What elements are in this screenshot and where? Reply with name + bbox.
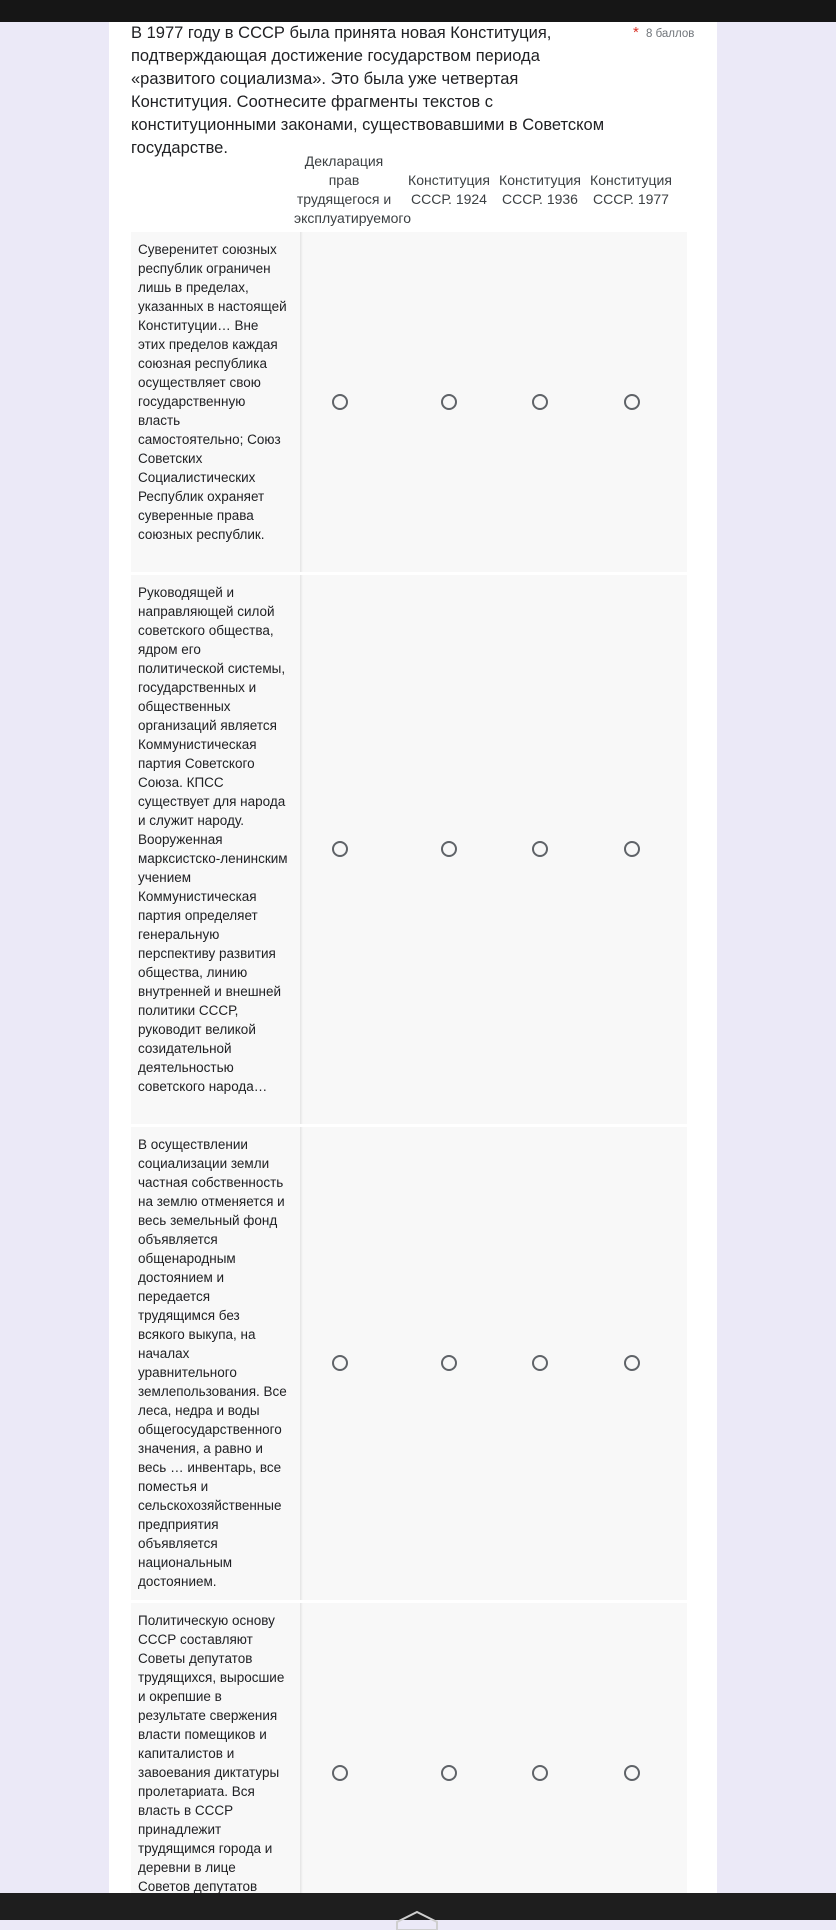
row-label: Политическую основу СССР составляют Советы депутатов трудящихся, выросшие и окрепшие в результате свержения власти помещиков и капиталистов и завоевания диктатуры пролетариата. Вся власть в СССР принадлежит трудящимся города и деревни в лице Советов депутатов [138, 1613, 285, 1893]
radio-row2-1918[interactable] [332, 841, 348, 857]
radio-row4-1936[interactable] [532, 1765, 548, 1781]
radio-row4-1924[interactable] [441, 1765, 457, 1781]
radio-row4-1918[interactable] [332, 1765, 348, 1781]
radio-row3-1918[interactable] [332, 1355, 348, 1371]
radio-row4-1977[interactable] [624, 1765, 640, 1781]
radio-row1-1918[interactable] [332, 394, 348, 410]
grid-row-2 [131, 575, 687, 1124]
radio-row2-1924[interactable] [441, 841, 457, 857]
row-label: Руководящей и направляющей силой советского общества, ядром его политической системы, государственных и общественных организаций является Коммунистическая партия Советского Союза. КПСС существует для народа и служит народу. Вооруженная марксистско-ленинским учением Коммунистическая партия определяет генеральную перспективу развития общества, линию внутренней и внешней политики СССР, руководит великой созидательной деятельностью советского народа… [138, 585, 288, 1094]
radio-row1-1924[interactable] [441, 394, 457, 410]
required-asterisk: * [633, 24, 639, 41]
question-text: В 1977 году в СССР была принята новая Конституция, подтверждающая достижение государством периода «развитого социализма». Это была уже четвертая Конституция. Соотнесите фрагменты текстов с конституционными законами, существовавшими в Советском государстве. [131, 24, 605, 157]
row-label: В осуществлении социализации земли частная собственность на землю отменяется и весь земельный фонд объявляется общенародным достоянием и передается трудящимся без всякого выкупа, на началах уравнительного землепользования. Все леса, недра и воды общегосударственного значения, а равно и весь … инвентарь, все поместья и сельскохозяйственные предприятия объявляется национальным достоянием. [138, 1137, 287, 1589]
column-header-1924: Конституция СССР. 1924 [408, 172, 490, 207]
radio-row1-1977[interactable] [624, 394, 640, 410]
grid-row-4 [131, 1603, 687, 1893]
column-header-1918: Декларация прав трудящегося и эксплуатируемого [294, 153, 411, 226]
column-header-1936: Конституция СССР. 1936 [499, 172, 581, 207]
radio-row2-1936[interactable] [532, 841, 548, 857]
row-divider [300, 232, 303, 572]
row-label: Суверенитет союзных республик ограничен лишь в пределах, указанных в настоящей Конституции… Вне этих пределов каждая союзная республика осуществляет свою государственную власть самостоятельно; Союз Советских Социалистических Республик охраняет суверенные права союзных республик. [138, 242, 287, 542]
grid-row-1 [131, 232, 687, 572]
grid-row-3 [131, 1127, 687, 1600]
radio-row3-1936[interactable] [532, 1355, 548, 1371]
radio-row3-1924[interactable] [441, 1355, 457, 1371]
radio-row2-1977[interactable] [624, 841, 640, 857]
points-label: 8 баллов [646, 28, 695, 40]
question-card [109, 22, 717, 1893]
column-header-1977: Конституция СССР. 1977 [590, 172, 672, 207]
row-divider [300, 1127, 303, 1600]
row-divider [300, 1603, 303, 1893]
status-bar [0, 0, 836, 22]
radio-row3-1977[interactable] [624, 1355, 640, 1371]
home-button-icon[interactable] [392, 1910, 442, 1930]
radio-row1-1936[interactable] [532, 394, 548, 410]
row-divider [300, 575, 303, 1124]
